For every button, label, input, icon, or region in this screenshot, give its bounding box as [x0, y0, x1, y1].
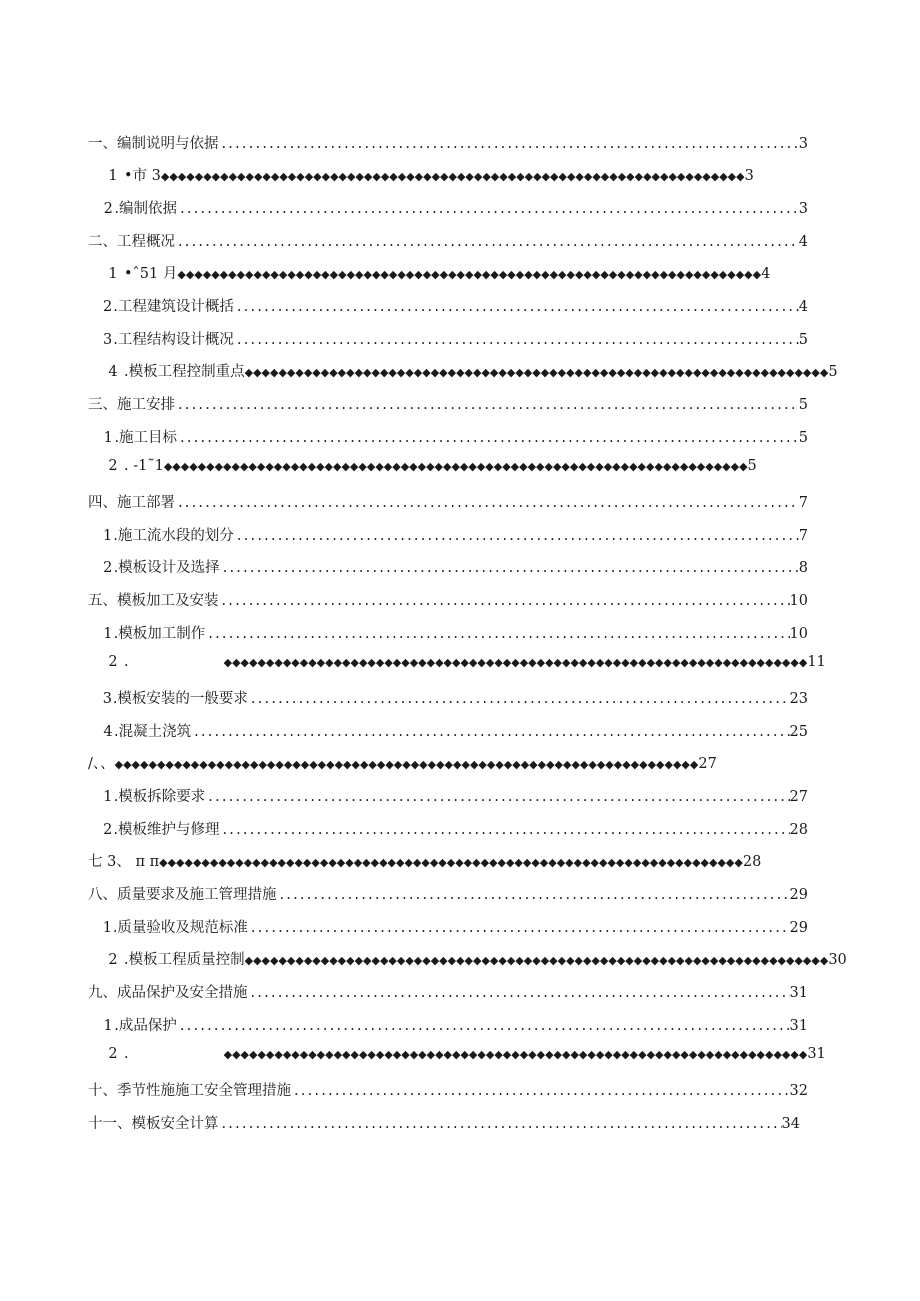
- toc-entry-number: 1: [108, 266, 118, 282]
- toc-entry-page-number: 10: [789, 626, 808, 642]
- dot-leader: [219, 593, 790, 609]
- toc-entry-page-number: 28: [789, 822, 808, 838]
- toc-entry-page-number: 29: [789, 887, 808, 903]
- diamond-leader: [164, 460, 748, 473]
- diamond-leader: [245, 954, 829, 967]
- toc-entry-title: 九、成品保护及安全措施: [88, 985, 248, 1001]
- toc-entry-page-number: 3: [744, 168, 754, 184]
- toc-entry[interactable]: [88, 818, 808, 839]
- toc-entry-number: 2: [103, 299, 113, 315]
- diamond-leader: [161, 170, 745, 183]
- toc-entry[interactable]: [88, 622, 808, 643]
- toc-entry-title: .模板设计及选择: [113, 560, 220, 576]
- toc-entry-page-number: 27: [698, 756, 717, 772]
- toc-entry-page-number: 32: [789, 1083, 808, 1099]
- toc-entry[interactable]: [88, 556, 808, 577]
- toc-entry-page-number: 29: [789, 920, 808, 936]
- toc-entry-page-number: 5: [828, 364, 838, 380]
- dot-leader: [234, 332, 799, 348]
- toc-entry[interactable]: [88, 1079, 808, 1100]
- toc-entry-page-number: 28: [742, 854, 762, 870]
- toc-entry-page-number: 5: [798, 430, 808, 446]
- toc-entry-title: •市 3: [124, 168, 161, 184]
- toc-entry[interactable]: [88, 589, 808, 610]
- toc-entry[interactable]: [88, 654, 826, 670]
- toc-entry-title: 五、模板加工及安装: [88, 593, 219, 609]
- toc-entry-page-number: 34: [781, 1116, 800, 1132]
- toc-entry-number: 1: [103, 1018, 113, 1034]
- toc-entry-title: .施工目标: [114, 430, 178, 446]
- dot-leader: [205, 626, 789, 642]
- toc-entry-page-number: 30: [828, 952, 847, 968]
- dot-leader: [277, 887, 790, 903]
- toc-entry-title: .工程建筑设计概括: [113, 299, 234, 315]
- toc-entry[interactable]: [88, 1014, 808, 1035]
- toc-entry[interactable]: [88, 164, 754, 185]
- toc-entry-title: 三、施工安排: [88, 397, 175, 413]
- toc-entry[interactable]: [88, 981, 808, 1002]
- dot-leader: [234, 299, 799, 315]
- diamond-leader: [245, 366, 829, 379]
- toc-entry-page-number: 25: [789, 724, 808, 740]
- toc-entry-page-number: 5: [798, 397, 808, 413]
- dot-leader: [175, 397, 799, 413]
- toc-entry-page-number: 3: [798, 136, 808, 152]
- toc-entry-number: 1: [103, 789, 113, 805]
- dot-leader: [220, 822, 790, 838]
- toc-entry-title: 二、工程概况: [88, 234, 175, 250]
- toc-entry-page-number: 10: [789, 593, 808, 609]
- dot-leader: [220, 560, 799, 576]
- toc-entry[interactable]: [88, 720, 808, 741]
- toc-entry[interactable]: [88, 230, 808, 251]
- toc-entry-number: 4: [108, 364, 118, 380]
- toc-entry-title: 七 3、 π π: [88, 854, 160, 870]
- toc-entry-number: 2: [108, 952, 118, 968]
- dot-leader: [219, 1116, 782, 1132]
- toc-entry[interactable]: [88, 916, 808, 937]
- diamond-leader: [224, 1048, 808, 1061]
- toc-entry[interactable]: [88, 948, 847, 969]
- toc-entry[interactable]: [88, 393, 808, 414]
- toc-entry-title: .模板拆除要求: [113, 789, 206, 805]
- toc-entry-page-number: 31: [789, 985, 808, 1001]
- toc-entry-title: 十一、模板安全计算: [88, 1116, 219, 1132]
- toc-entry[interactable]: [88, 328, 808, 349]
- toc-entry-page-number: 11: [807, 654, 826, 670]
- diamond-leader: [177, 268, 761, 281]
- dot-leader: [248, 691, 790, 707]
- toc-entry-page-number: 23: [789, 691, 808, 707]
- dot-leader: [191, 724, 789, 740]
- toc-entry-title: 一、编制说明与依据: [88, 136, 219, 152]
- toc-entry-title: •ˆ51 月: [124, 266, 178, 282]
- toc-entry-title: .: [124, 654, 129, 670]
- toc-entry-title: .模板维护与修理: [113, 822, 220, 838]
- toc-entry-title: .混凝土浇筑: [113, 724, 192, 740]
- toc-entry-title: .工程结构设计概况: [113, 332, 234, 348]
- toc-entry-page-number: 31: [789, 1018, 808, 1034]
- toc-entry-page-number: 7: [798, 528, 808, 544]
- toc-entry-page-number: 5: [798, 332, 808, 348]
- dot-leader: [205, 789, 789, 805]
- toc-entry[interactable]: [88, 491, 808, 512]
- toc-entry-page-number: 5: [747, 458, 757, 474]
- toc-entry-page-number: 4: [761, 266, 771, 282]
- toc-entry-title: .: [124, 1046, 129, 1062]
- toc-entry-page-number: 4: [798, 234, 808, 250]
- toc-entry[interactable]: [88, 458, 757, 474]
- toc-entry-title: .质量验收及规范标准: [112, 920, 248, 936]
- dot-leader: [248, 985, 790, 1001]
- toc-entry-number: 2: [108, 654, 118, 670]
- dot-leader: [234, 528, 799, 544]
- toc-entry-number: 2: [103, 201, 113, 217]
- toc-entry-title: .模板加工制作: [113, 626, 206, 642]
- toc-entry-number: 2: [108, 1046, 118, 1062]
- toc-entry-title: .编制依据: [114, 201, 178, 217]
- toc-entry[interactable]: [88, 360, 838, 381]
- toc-entry-title: .模板安装的一般要求: [112, 691, 248, 707]
- toc-entry[interactable]: [88, 883, 808, 904]
- toc-entry[interactable]: [88, 197, 808, 218]
- diamond-leader: [159, 856, 743, 869]
- toc-entry-title: .模板工程控制重点: [124, 364, 245, 380]
- toc-entry-number: 3: [102, 691, 113, 707]
- toc-entry[interactable]: [88, 426, 808, 447]
- toc-entry-title: /、、: [88, 756, 115, 772]
- toc-entry-page-number: 7: [798, 495, 808, 511]
- toc-entry-title: .施工流水段的划分: [113, 528, 234, 544]
- toc-entry[interactable]: [88, 752, 717, 773]
- dot-leader: [177, 1018, 790, 1034]
- toc-entry[interactable]: [88, 295, 808, 316]
- toc-entry[interactable]: [88, 262, 770, 283]
- toc-entry-title: 八、质量要求及施工管理措施: [88, 887, 277, 903]
- toc-entry[interactable]: [88, 687, 808, 708]
- toc-entry-page-number: 3: [798, 201, 808, 217]
- toc-entry[interactable]: [88, 524, 808, 545]
- dot-leader: [175, 234, 799, 250]
- toc-entry-number: 1: [102, 920, 113, 936]
- toc-entry[interactable]: [88, 132, 808, 153]
- toc-entry-title: .成品保护: [114, 1018, 177, 1034]
- toc-entry-title: 十、季节性施施工安全管理措施: [88, 1083, 291, 1099]
- toc-entry-page-number: 27: [789, 789, 808, 805]
- toc-entry-page-number: 31: [807, 1046, 826, 1062]
- toc-entry[interactable]: [88, 1046, 826, 1062]
- dot-leader: [248, 920, 790, 936]
- toc-entry[interactable]: [88, 850, 761, 871]
- toc-entry[interactable]: [88, 785, 808, 806]
- diamond-leader: [224, 656, 808, 669]
- toc-entry-page-number: 8: [798, 560, 808, 576]
- toc-entry-number: 3: [103, 332, 113, 348]
- dot-leader: [219, 136, 799, 152]
- toc-entry-title: .模板工程质量控制: [124, 952, 245, 968]
- toc-entry-title: 四、施工部署: [88, 495, 175, 511]
- toc-entry-number: 1: [103, 528, 113, 544]
- dot-leader: [291, 1083, 790, 1099]
- toc-entry-number: 2: [103, 560, 113, 576]
- toc-entry-page-number: 4: [798, 299, 808, 315]
- toc-entry-number: 2: [103, 822, 113, 838]
- toc-entry[interactable]: [88, 1112, 800, 1133]
- toc-entry-number: 1: [108, 168, 118, 184]
- toc-entry-number: 2: [108, 458, 118, 474]
- toc-entry-number: 4: [103, 724, 113, 740]
- dot-leader: [177, 430, 799, 446]
- diamond-leader: [115, 758, 699, 771]
- toc-entry-title: . -1˜1: [124, 458, 164, 474]
- toc-entry-number: 1: [103, 430, 113, 446]
- toc-entry-number: 1: [103, 626, 113, 642]
- dot-leader: [177, 201, 799, 217]
- dot-leader: [175, 495, 799, 511]
